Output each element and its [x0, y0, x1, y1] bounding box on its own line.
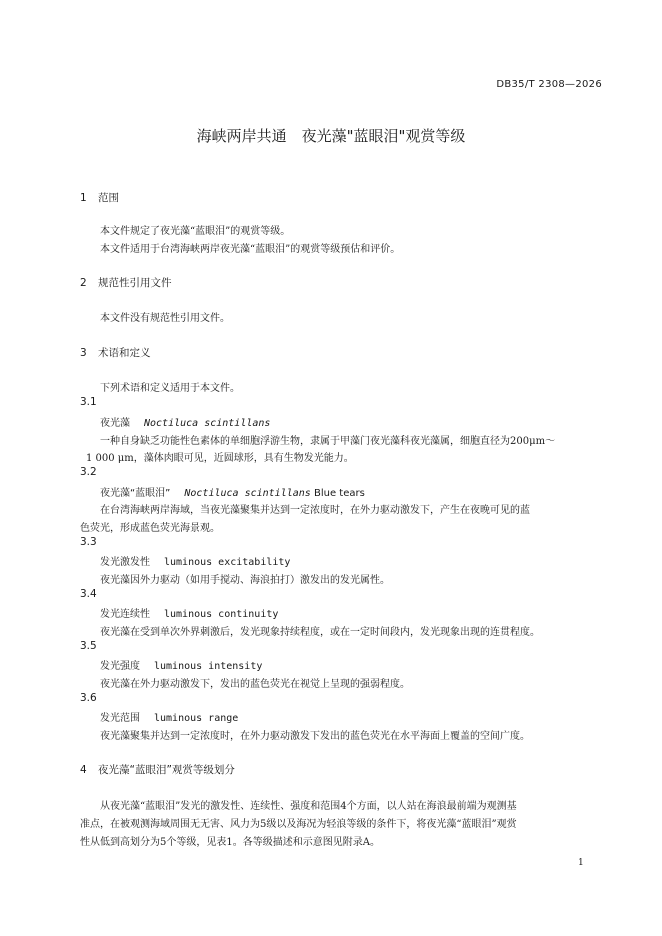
term-en: luminous intensity: [154, 661, 263, 672]
section-title: 术语和定义: [98, 347, 151, 359]
term-definition: 色荧光，形成蓝色荧光海景观。: [80, 523, 220, 534]
term-zh: 发光激发性: [100, 557, 150, 568]
term-number: 3.3: [80, 536, 97, 548]
term-number: 3.2: [80, 466, 97, 478]
section-1-heading: [80, 190, 119, 205]
document-title: 海峡两岸共通 夜光藻"蓝眼泪"观赏等级: [196, 127, 466, 145]
term-definition: 1 000 μm，藻体肉眼可见，近圆球形，具有生物发光能力。: [86, 453, 354, 464]
term-title: [100, 484, 365, 499]
section-number: 3: [80, 347, 87, 359]
paragraph: 本文件适用于台湾海峡两岸夜光藻“蓝眼泪”的观赏等级预估和评价。: [100, 244, 401, 255]
term-title: [100, 414, 270, 429]
term-definition: 夜光藻因外力驱动（如用手搅动、海浪拍打）激发出的发光属性。: [100, 575, 390, 586]
section-number: 2: [80, 277, 87, 289]
paragraph: 准点，在被观测海域周围无无害、风力为5级以及海况为轻浪等级的条件下，将夜光藻“蓝眼泪”观赏: [80, 819, 517, 830]
term-number: 3.5: [80, 640, 97, 652]
term-en: luminous continuity: [164, 609, 279, 620]
term-en: luminous range: [154, 713, 239, 724]
term-title: [100, 553, 290, 568]
page-number: 1: [578, 858, 584, 868]
paragraph: 从夜光藻“蓝眼泪”发光的激发性、连续性、强度和范围4个方面，以人站在海浪最前端为观测基: [100, 801, 517, 812]
term-number: 3.4: [80, 588, 97, 600]
term-title: [100, 605, 278, 620]
term-definition: 一种自身缺乏功能性色素体的单细胞浮游生物，隶属于甲藻门夜光藻科夜光藻属，细胞直径为200μm～: [100, 436, 556, 447]
term-title: [100, 709, 238, 724]
term-zh: 发光范围: [100, 713, 140, 724]
section-title: 规范性引用文件: [98, 277, 172, 289]
paragraph: 本文件规定了夜光藻“蓝眼泪”的观赏等级。: [100, 226, 291, 237]
paragraph: 本文件没有规范性引用文件。: [100, 313, 230, 324]
section-title: 夜光藻“蓝眼泪”观赏等级划分: [98, 764, 235, 776]
term-en: Noctiluca scintillans: [144, 418, 271, 429]
section-4-heading: [80, 762, 235, 777]
term-en: Noctiluca scintillans: [184, 488, 311, 499]
paragraph: 性从低到高划分为5个等级，见表1。各等级描述和示意图见附录A。: [80, 837, 380, 848]
term-definition: 夜光藻在受到单次外界刺激后，发光现象持续程度，或在一定时间段内，发光现象出现的连贯程度。: [100, 627, 540, 638]
term-en-suffix: Blue tears: [310, 488, 365, 499]
section-2-heading: [80, 275, 172, 290]
section-title: 范围: [98, 192, 119, 204]
term-number: 3.1: [80, 396, 97, 408]
term-number: 3.6: [80, 692, 97, 704]
paragraph: 下列术语和定义适用于本文件。: [100, 383, 240, 394]
term-zh: 发光连续性: [100, 609, 150, 620]
term-definition: 夜光藻在外力驱动激发下，发出的蓝色荧光在视觉上呈现的强弱程度。: [100, 679, 410, 690]
term-zh: 发光强度: [100, 661, 140, 672]
term-title: [100, 657, 262, 672]
term-zh: 夜光藻: [100, 418, 130, 429]
section-number: 4: [80, 764, 87, 776]
term-zh: 夜光藻“蓝眼泪”: [100, 488, 171, 499]
term-definition: 在台湾海峡两岸海域，当夜光藻聚集并达到一定浓度时，在外力驱动激发下，产生在夜晚可见的蓝: [100, 505, 530, 516]
section-3-heading: [80, 345, 151, 360]
section-number: 1: [80, 192, 87, 204]
term-definition: 夜光藻聚集并达到一定浓度时，在外力驱动激发下发出的蓝色荧光在水平海面上覆盖的空间广度。: [100, 731, 530, 742]
term-en: luminous excitability: [164, 557, 291, 568]
document-code: DB35/T 2308—2026: [496, 79, 602, 90]
